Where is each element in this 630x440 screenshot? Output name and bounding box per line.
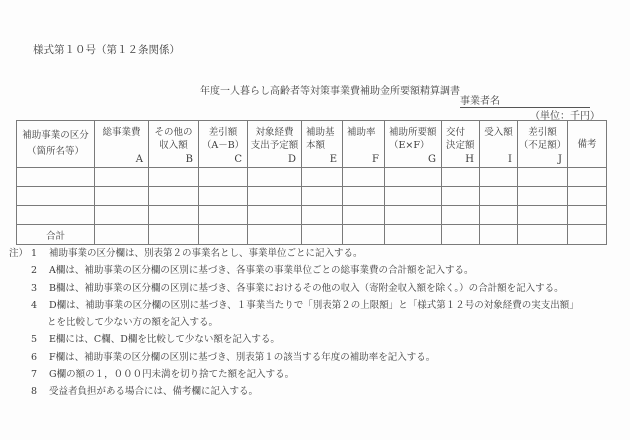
header-line: 備考 [577,138,597,150]
column-letter: F [372,154,379,165]
header-line: （不足額） [518,140,567,151]
note-number: 2 [31,265,38,277]
header-line: 差引額 [208,127,238,138]
note-item [9,349,579,366]
table-cell[interactable] [302,168,343,187]
total-cell[interactable] [248,225,302,245]
note-item [9,297,579,314]
table-cell[interactable] [385,206,442,225]
col-header-required-amount [385,121,442,168]
table-row [17,168,607,187]
table-cell[interactable] [518,187,568,206]
col-header-received-amount [480,121,518,168]
column-letter: C [234,154,242,165]
header-row [17,121,607,168]
table-cell[interactable] [199,187,248,206]
table-cell[interactable] [302,187,343,206]
col-header-shortfall [518,121,568,168]
column-letter: D [287,154,296,165]
table-cell[interactable] [248,168,302,187]
table-cell[interactable] [199,206,248,225]
note-number: 7 [31,369,38,381]
note-text: とを比較して少ない方の額を記入する。 [47,317,219,329]
table-cell[interactable] [518,168,568,187]
note-number: 6 [31,351,38,363]
table-cell[interactable] [343,206,385,225]
total-cell[interactable] [149,225,199,245]
column-letter: G [428,154,436,165]
table-cell[interactable] [248,187,302,206]
header-line: 決定額 [446,140,475,151]
note-text: 受益者負担がある場合には、備考欄に記入する。 [49,386,259,398]
note-text: D欄は、補助事業の区分欄の区別に基づき、１事業当たりで「別表第２の上限額」と「様式第１２号の対象経費の実支出額」 [49,299,579,311]
col-header-difference [199,121,248,168]
table-cell[interactable] [442,168,480,187]
table-cell[interactable] [95,206,149,225]
header-line: 本額 [306,140,326,151]
header-line: 補助率 [347,127,376,138]
table-cell[interactable] [518,206,568,225]
header-line: （E×F） [389,140,430,151]
header-line: （A－B） [201,140,245,151]
table-cell[interactable] [95,168,149,187]
header-line: 総事業費 [102,127,141,138]
table-row [17,187,607,206]
note-number: 1 [31,248,38,259]
header-line: 交付 [446,127,466,138]
note-text: F欄は、補助事業の区分欄の区別に基づき、別表第１の該当する年度の補助率を記入する。 [49,351,436,363]
header-line: 差引額 [528,127,557,138]
note-item [9,331,579,348]
column-letter: E [329,154,337,165]
header-line: その他の [154,127,193,138]
col-header-decided-amount [442,121,480,168]
col-header-remarks [568,121,607,168]
table-row [17,206,607,225]
note-item [9,245,579,262]
notes-prefix: 注） [9,248,29,259]
column-letter: H [465,154,474,165]
table-cell[interactable] [17,168,95,187]
col-header-base-amount [302,121,343,168]
table-cell[interactable] [302,206,343,225]
column-letter: I [508,154,512,165]
operator-name-label: 事業者名 [460,96,500,107]
total-row [17,225,607,245]
total-cell[interactable] [518,225,568,245]
total-cell[interactable] [568,225,607,245]
header-line: 収入額 [159,140,188,151]
table-cell[interactable] [248,206,302,225]
header-line: 受入額 [484,127,513,138]
note-text: E欄には、C欄、D欄を比較して少ない額を記入する。 [49,334,280,346]
header-line: 支出予定額 [250,140,299,151]
col-header-planned-expense [248,121,302,168]
note-text: 補助事業の区分欄は、別表第２の事業名とし、事業単位ごとに記入する。 [49,248,363,259]
total-label: 合計 [17,225,95,245]
table-cell[interactable] [199,168,248,187]
note-item [9,366,579,383]
note-continuation [9,314,579,331]
column-letter: B [185,154,193,165]
operator-name-field[interactable] [460,92,590,108]
column-letter: A [135,154,143,165]
table-cell[interactable] [480,187,518,206]
total-cell[interactable] [302,225,343,245]
note-number: 5 [31,334,38,346]
col-header-division [17,121,95,168]
table-cell[interactable] [568,168,607,187]
header-line: 補助所要額 [389,127,437,138]
total-cell[interactable] [95,225,149,245]
header-line: 補助事業の区分 [22,130,89,141]
total-cell[interactable] [442,225,480,245]
note-item [9,383,579,400]
note-item [9,262,579,279]
total-cell[interactable] [199,225,248,245]
note-item [9,280,579,297]
column-letter: J [557,154,562,165]
note-text: A欄は、補助事業の区分欄の区別に基づき、各事業の事業単位ごとの総事業費の合計額を記入する。 [49,265,474,277]
col-header-other-income [149,121,199,168]
total-cell[interactable] [480,225,518,245]
note-number: 8 [31,386,38,398]
form-number: 様式第１０号（第１２条関係） [33,44,180,56]
unit-label: （単位：千円） [530,111,600,122]
note-number: 4 [31,299,38,311]
table-cell[interactable] [17,206,95,225]
total-cell[interactable] [385,225,442,245]
total-cell[interactable] [343,225,385,245]
table-cell[interactable] [17,187,95,206]
table-cell[interactable] [385,187,442,206]
notes-section [9,245,579,401]
table-cell[interactable] [442,206,480,225]
table-cell[interactable] [149,168,199,187]
header-line: 補助基 [306,127,335,138]
table-cell[interactable] [568,206,607,225]
document-title: 年度一人暮らし高齢者等対策事業費補助金所要額精算調書 [200,86,460,97]
table-cell[interactable] [480,168,518,187]
table-cell[interactable] [568,187,607,206]
table-cell[interactable] [343,168,385,187]
settlement-table [16,120,607,245]
table-cell[interactable] [149,206,199,225]
col-header-total-cost [95,121,149,168]
note-text: G欄の額の１，０００円未満を切り捨てた額を記入する。 [49,369,295,381]
note-text: B欄は、補助事業の区分欄の区別に基づき、各事業におけるその他の収入（寄附金収入額を除く。）の合計額を記入する。 [49,282,564,294]
table-cell[interactable] [442,187,480,206]
note-number: 3 [31,282,38,294]
table-cell[interactable] [480,206,518,225]
table-cell[interactable] [149,187,199,206]
table-cell[interactable] [343,187,385,206]
header-line: （箇所名等） [26,146,84,157]
header-line: 対象経費 [255,127,294,138]
table-cell[interactable] [95,187,149,206]
col-header-subsidy-rate [343,121,385,168]
table-cell[interactable] [385,168,442,187]
